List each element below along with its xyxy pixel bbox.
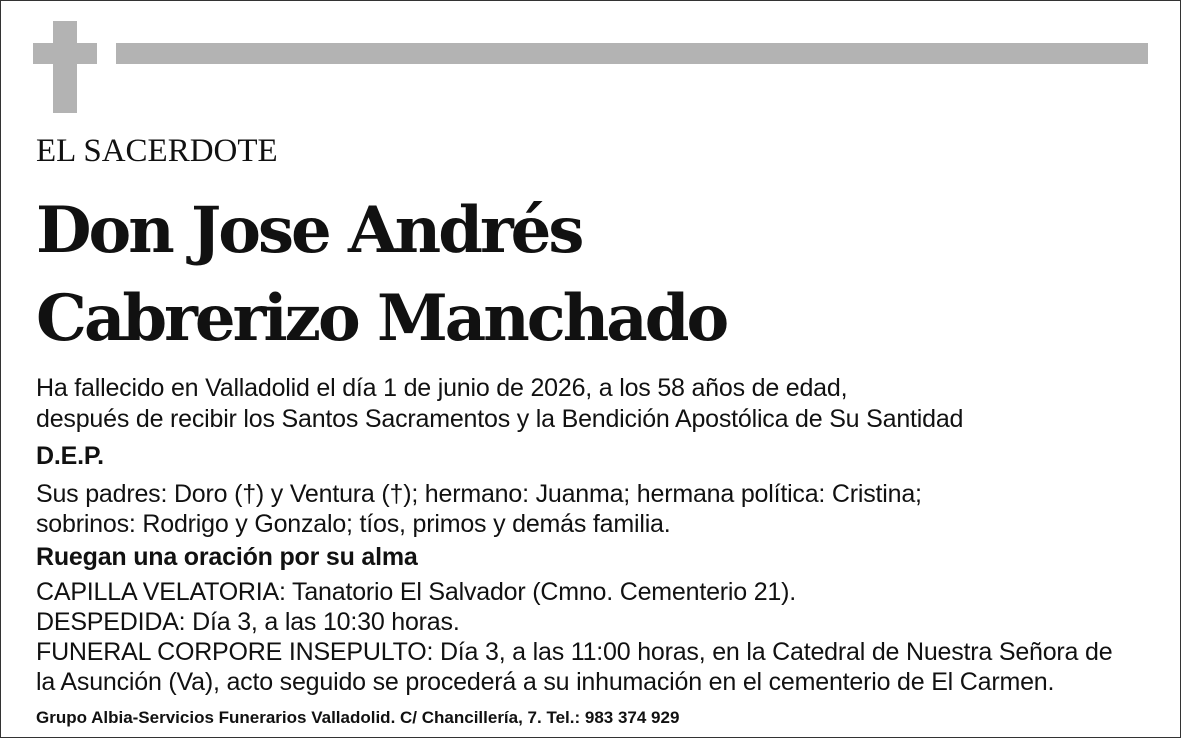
prayer-request: Ruegan una oración por su alma [36,543,418,571]
cross-horizontal-beam [33,43,97,64]
deceased-name-line-2: Cabrerizo Manchado [36,281,727,356]
chapel-info: CAPILLA VELATORIA: Tanatorio El Salvador (Cmno. Cementerio 21). [36,578,796,606]
rip-label: D.E.P. [36,442,104,470]
death-announcement-line-2: después de recibir los Santos Sacramentos y la Bendición Apostólica de Su Santidad [36,405,964,433]
deceased-name [36,187,726,363]
title-label: EL SACERDOTE [36,133,278,169]
death-announcement-line-1: Ha fallecido en Valladolid el día 1 de junio de 2026, a los 58 años de edad, [36,374,848,402]
header-rule [116,43,1148,64]
deceased-name-line-1: Don Jose Andrés [36,193,582,268]
funeral-home-footer: Grupo Albia-Servicios Funerarios Valladolid. C/ Chancillería, 7. Tel.: 983 374 929 [36,708,680,727]
funeral-info-line-2: la Asunción (Va), acto seguido se procederá a su inhumación en el cementerio de El Carmen. [36,668,1055,696]
cross-vertical-beam [53,21,77,113]
family-line-2: sobrinos: Rodrigo y Gonzalo; tíos, primos y demás familia. [36,510,671,538]
family-line-1: Sus padres: Doro (†) y Ventura (†); hermano: Juanma; hermana política: Cristina; [36,480,922,508]
funeral-info-line-1: FUNERAL CORPORE INSEPULTO: Día 3, a las 11:00 horas, en la Catedral de Nuestra Señora de [36,638,1113,666]
farewell-info: DESPEDIDA: Día 3, a las 10:30 horas. [36,608,460,636]
